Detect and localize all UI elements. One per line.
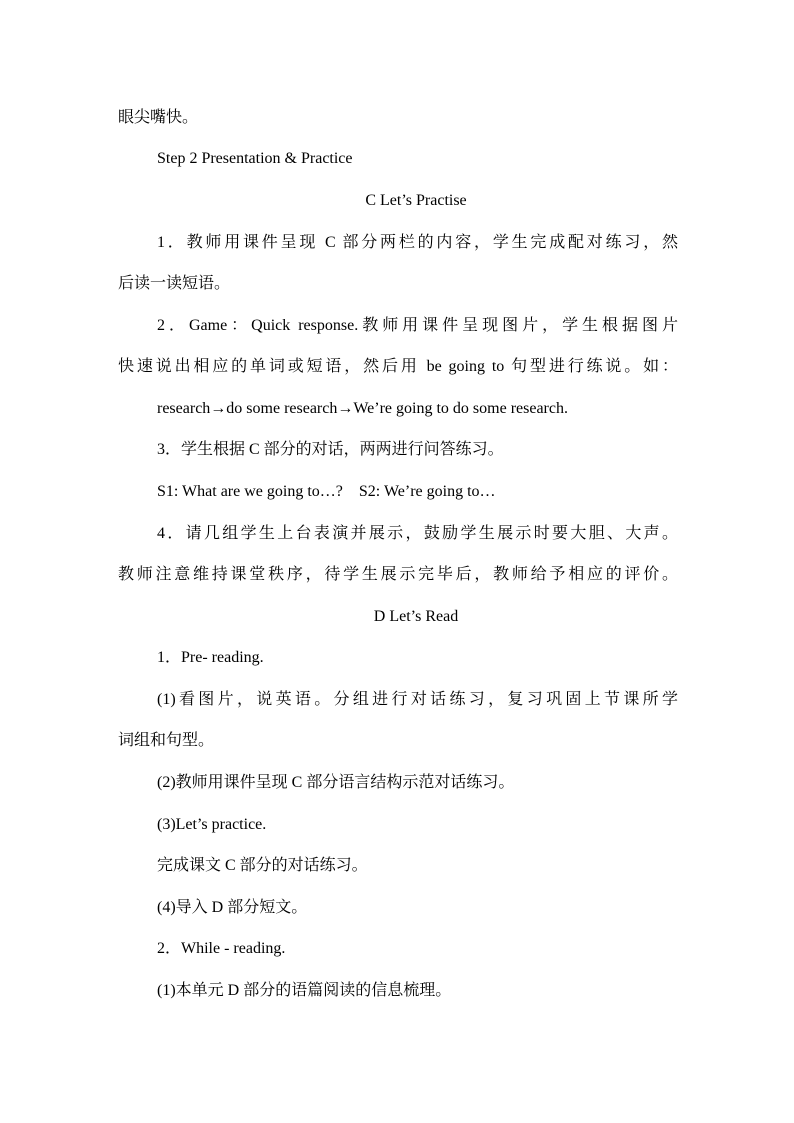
paragraph-line: 完成课文 C 部分的对话练习。 [157, 857, 368, 874]
subsection-heading: C Let’s Practise [365, 192, 467, 209]
paragraph-line: 2．Game：Quick response.教师用课件呈现图片，学生根据图片 [157, 317, 678, 334]
paragraph-line: 教师注意维持课堂秩序，待学生展示完毕后，教师给予相应的评价。 [118, 566, 678, 583]
paragraph-line: (2)教师用课件呈现 C 部分语言结构示范对话练习。 [157, 774, 515, 791]
paragraph-line: (3)Let’s practice. [157, 816, 267, 833]
paragraph-line: 词组和句型。 [118, 732, 215, 749]
example-line: research→do some research→We’re going to do some research. [157, 400, 568, 417]
paragraph-line: 4．请几组学生上台表演并展示，鼓励学生展示时要大胆、大声。 [157, 525, 678, 542]
text-line: 眼尖嘴快。 [118, 109, 199, 126]
paragraph-line: 3．学生根据 C 部分的对话，两两进行问答练习。 [157, 441, 504, 458]
paragraph-line: (1)本单元 D 部分的语篇阅读的信息梳理。 [157, 982, 452, 999]
paragraph-line: (4)导入 D 部分短文。 [157, 899, 308, 916]
list-item: 1．Pre- reading. [157, 649, 264, 666]
paragraph-line: 后读一读短语。 [118, 275, 231, 292]
example-line: S1: What are we going to…? S2: We’re going to… [157, 483, 496, 500]
paragraph-line: 1．教师用课件呈现 C 部分两栏的内容，学生完成配对练习，然 [157, 234, 678, 251]
subsection-heading: D Let’s Read [373, 608, 459, 625]
list-item: 2．While - reading. [157, 940, 286, 957]
paragraph-line: (1)看图片，说英语。分组进行对话练习，复习巩固上节课所学 [157, 691, 678, 708]
paragraph-line: 快速说出相应的单词或短语，然后用 be going to 句型进行练说。如： [118, 358, 678, 375]
section-heading: Step 2 Presentation & Practice [157, 150, 353, 167]
